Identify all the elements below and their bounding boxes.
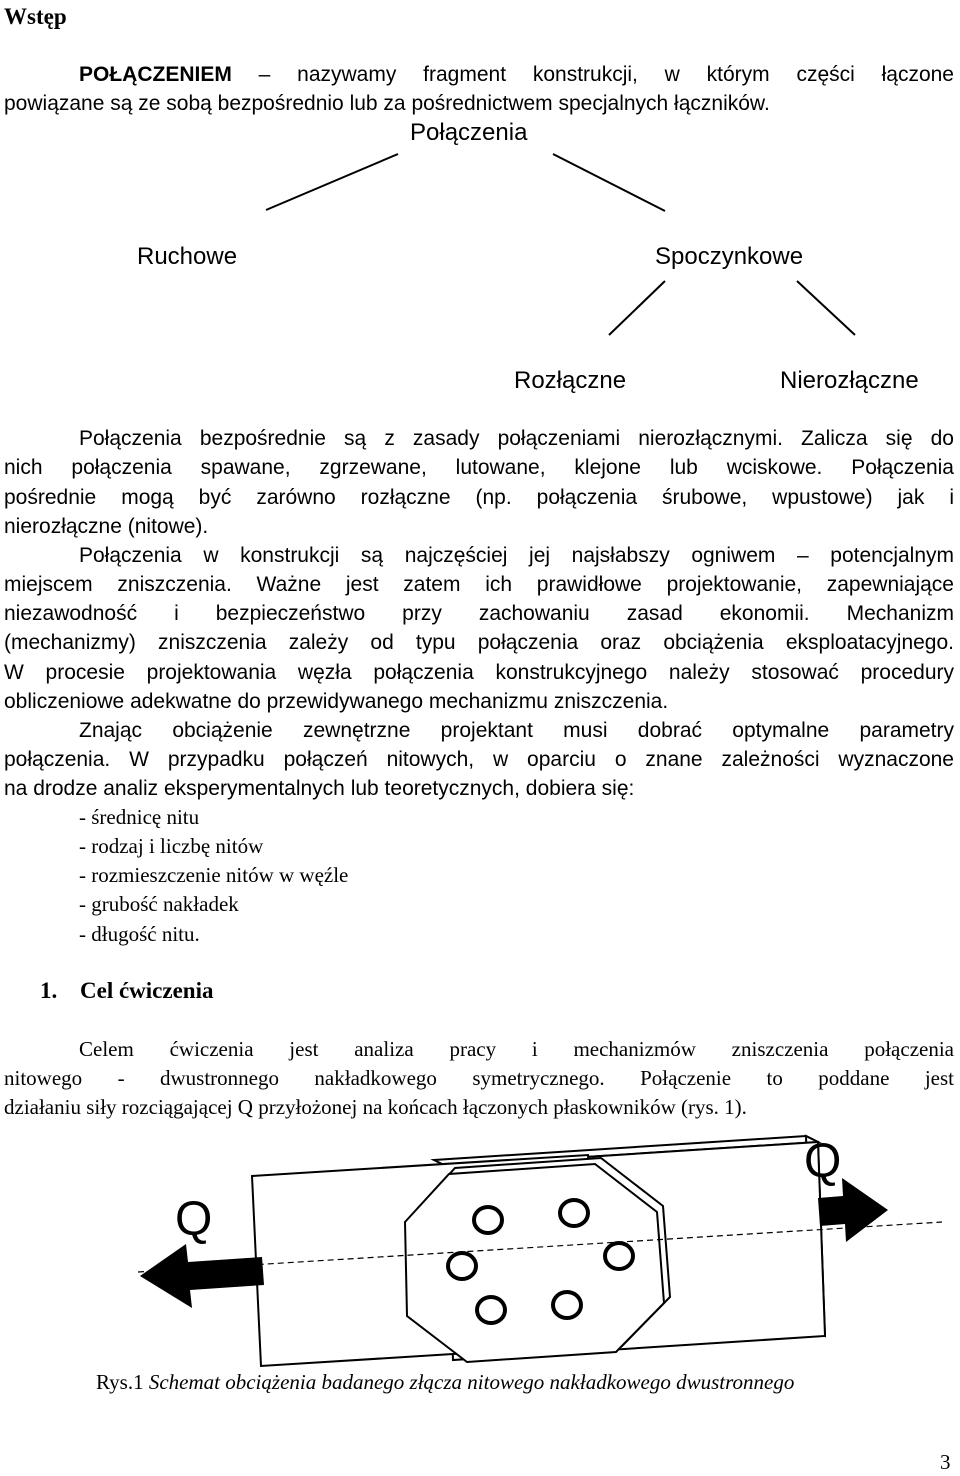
list-item: - rozmieszczenie nitów w węźle bbox=[79, 863, 349, 887]
list-item: - średnicę nitu bbox=[79, 805, 200, 829]
para2-line-5: W procesie projektowania węzła połączenia konstrukcyjnego należy stosować procedury bbox=[4, 661, 954, 684]
rivet bbox=[560, 1200, 588, 1226]
para3-line-3: na drodze analiz eksperymentalnych lub teoretycznych, dobiera się: bbox=[4, 777, 635, 800]
rivet bbox=[448, 1253, 476, 1279]
tree-node-nierozlaczne: Nierozłączne bbox=[780, 367, 919, 394]
list-item: - grubość nakładek bbox=[79, 892, 239, 916]
definition-term: POŁĄCZENIEM bbox=[79, 63, 232, 86]
para4-line-3: działaniu siły rozciągającej Q przyłożonej na końcach łączonych płaskowników (rys. 1). bbox=[4, 1095, 747, 1119]
para2-line-1: Połączenia w konstrukcji są najczęściej jej najsłabszy ogniwem – potencjalnym bbox=[79, 544, 954, 567]
tree-node-ruchowe: Ruchowe bbox=[137, 243, 238, 270]
para4-line-1: Celem ćwiczenia jest analiza pracy i mechanizmów zniszczenia połączenia bbox=[79, 1037, 954, 1061]
definition-line-2: powiązane są ze sobą bezpośrednio lub za pośrednictwem specjalnych łączników. bbox=[4, 92, 770, 115]
para2-line-2: miejscem zniszczenia. Ważne jest zatem ich prawidłowe projektowanie, zapewniające bbox=[4, 573, 954, 596]
rivet bbox=[553, 1292, 581, 1318]
rivet bbox=[605, 1243, 633, 1269]
tree-node-spoczynkowe: Spoczynkowe bbox=[655, 243, 804, 270]
page-number: 3 bbox=[940, 1450, 951, 1474]
section-heading: Cel ćwiczenia bbox=[80, 978, 214, 1003]
force-label-right: Q bbox=[804, 1135, 842, 1188]
para4-line-2: nitowego - dwustronnego nakładkowego symetrycznego. Połączenie to poddane jest bbox=[4, 1066, 954, 1090]
para2-line-4: (mechanizmy) zniszczenia zależy od typu połączenia oraz obciążenia eksploatacyjnego. bbox=[4, 631, 954, 654]
figure-caption bbox=[96, 1368, 794, 1397]
tree-root: Połączenia bbox=[410, 119, 528, 146]
list-item: - długość nitu. bbox=[79, 922, 200, 946]
rivet bbox=[477, 1297, 505, 1323]
tree-node-rozlaczne: Rozłączne bbox=[514, 367, 627, 394]
para1-line-3: pośrednie mogą być zarówno rozłączne (np. połączenia śrubowe, wpustowe) jak i bbox=[4, 486, 954, 509]
section-title: Wstęp bbox=[4, 4, 67, 29]
force-label-left: Q bbox=[175, 1193, 213, 1246]
caption-text: Schemat obciążenia badanego złącza nitowego nakładkowego dwustronnego bbox=[148, 1370, 795, 1394]
para2-line-3: niezawodność i bezpieczeństwo przy zachowaniu zasad ekonomii. Mechanizm bbox=[4, 602, 954, 625]
list-item: - rodzaj i liczbę nitów bbox=[79, 834, 264, 858]
para1-line-1: Połączenia bezpośrednie są z zasady połączeniami nierozłącznymi. Zalicza się do bbox=[79, 427, 954, 450]
definition-rest: – nazywamy fragment konstrukcji, w którym części łączone bbox=[258, 63, 954, 86]
rivet bbox=[474, 1207, 502, 1233]
caption-label: Rys.1 bbox=[96, 1370, 144, 1394]
para2-line-6: obliczeniowe adekwatne do przewidywanego mechanizmu zniszczenia. bbox=[4, 690, 669, 713]
para3-line-1: Znając obciążenie zewnętrzne projektant musi dobrać optymalne parametry bbox=[79, 719, 954, 742]
force-arrow-left bbox=[140, 1244, 264, 1308]
para1-line-4: nierozłączne (nitowe). bbox=[4, 515, 209, 538]
para1-line-2: nich połączenia spawane, zgrzewane, lutowane, klejone lub wciskowe. Połączenia bbox=[4, 456, 954, 479]
section-number: 1. bbox=[40, 978, 58, 1003]
para3-line-2: połączenia. W przypadku połączeń nitowych, w oparciu o znane zależności wyznaczone bbox=[4, 748, 954, 771]
